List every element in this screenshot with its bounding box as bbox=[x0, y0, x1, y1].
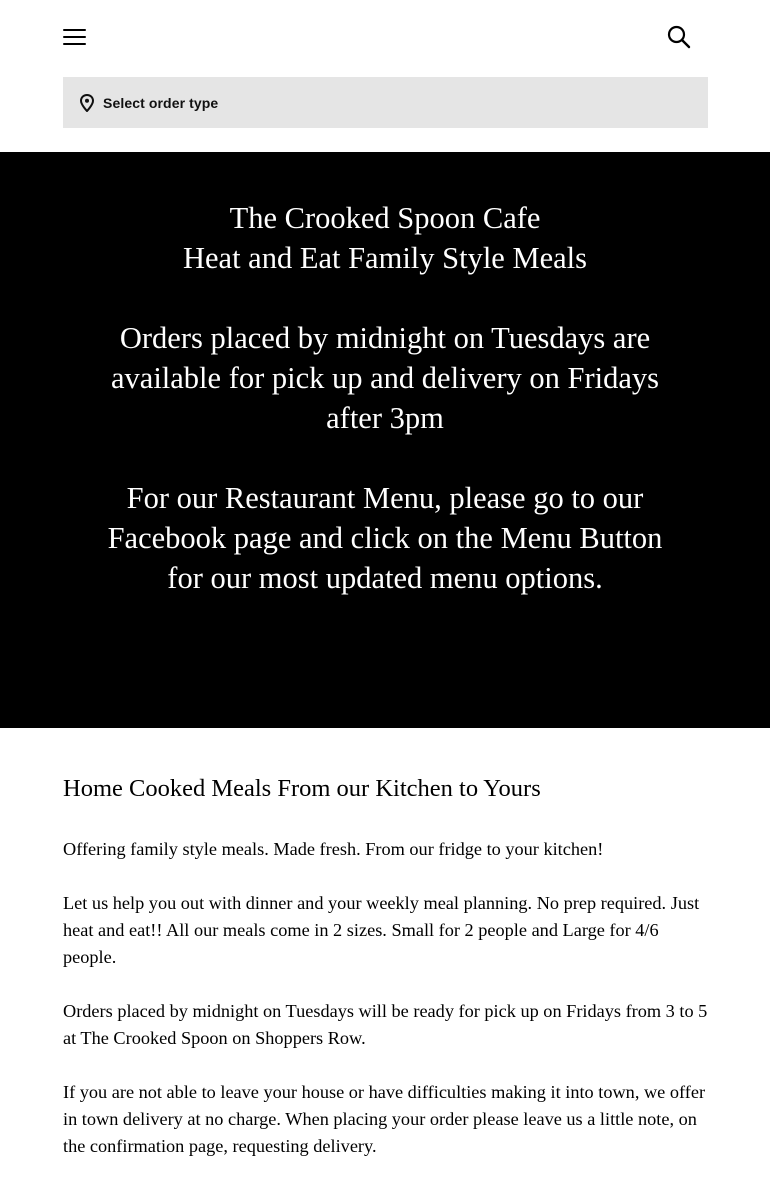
paragraph-delivery: If you are not able to leave your house or have difficulties making it into town, we offer in town delivery at no charge. When placing your order please leave us a little note, on the confirmation page, requesting delivery. bbox=[63, 1082, 706, 1156]
paragraph-intro: Offering family style meals. Made fresh. From our fridge to your kitchen! bbox=[63, 839, 604, 859]
hero-order-schedule: Orders placed by midnight on Tuesdays are available for pick up and delivery on Fridays after 3pm bbox=[111, 321, 659, 435]
section-heading: Home Cooked Meals From our Kitchen to Yours bbox=[63, 775, 541, 802]
location-pin-icon bbox=[79, 94, 95, 112]
hamburger-menu-icon[interactable] bbox=[60, 24, 90, 50]
paragraph-meal-planning: Let us help you out with dinner and your weekly meal planning. No prep required. Just heat and eat!! All our meals come in 2 sizes. Small for 2 people and Large for 4/6 people. bbox=[63, 893, 700, 967]
search-icon[interactable] bbox=[664, 22, 694, 52]
select-order-type-button[interactable] bbox=[63, 77, 708, 128]
top-nav-bar bbox=[0, 0, 770, 75]
hero-banner bbox=[0, 152, 770, 728]
paragraph-pickup: Orders placed by midnight on Tuesdays will be ready for pick up on Fridays from 3 to 5 at The Crooked Spoon on Shoppers Row. bbox=[63, 1001, 708, 1048]
hero-restaurant-menu-note: For our Restaurant Menu, please go to our Facebook page and click on the Menu Button for our most updated menu options. bbox=[107, 481, 663, 595]
hero-subtitle: Heat and Eat Family Style Meals bbox=[182, 241, 588, 275]
hero-text-block bbox=[105, 198, 665, 598]
order-type-label: Select order type bbox=[103, 94, 219, 111]
about-section bbox=[63, 772, 713, 1187]
hero-title: The Crooked Spoon Cafe bbox=[229, 201, 541, 235]
